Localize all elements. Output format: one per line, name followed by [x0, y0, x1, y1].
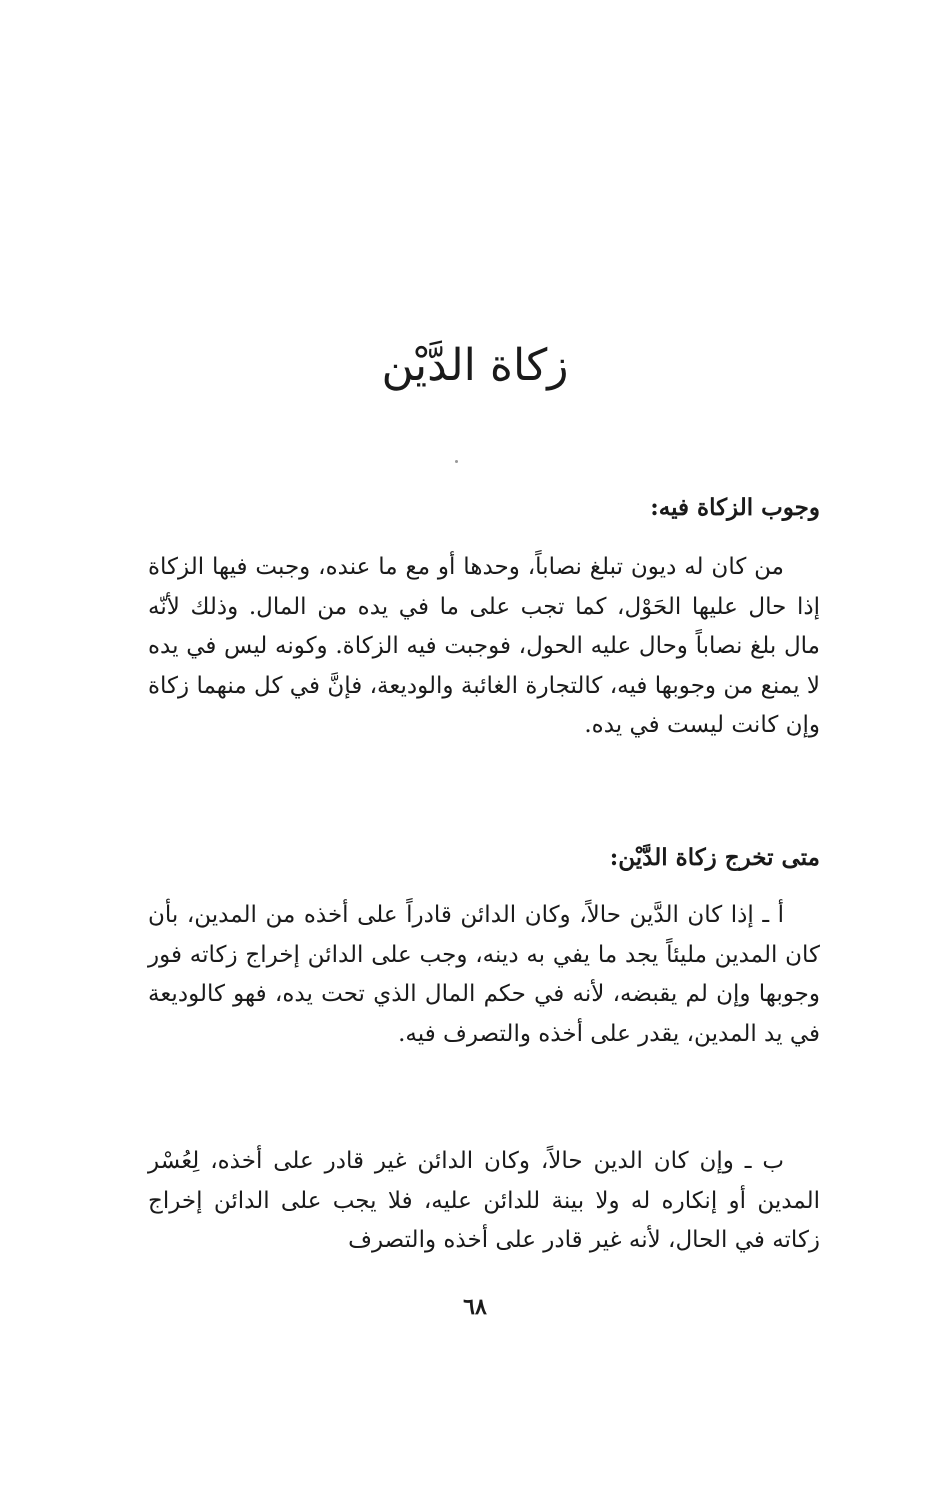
section-body-obligation	[148, 548, 820, 746]
chapter-title: زكاة الدَّيْن	[381, 340, 569, 391]
paragraph: أ ـ إذا كان الدَّين حالاً، وكان الدائن قادراً على أخذه من المدين، بأن كان المدين مليئاً يجد ما يفي به دينه، وجب على الدائن إخراج زكاته فور وجوبها وإن لم يقبضه، لأنه في حكم المال الذي تحت يده، فهو كالوديعة في يد المدين، يقدر على أخذه والتصرف فيه.	[148, 902, 820, 1047]
paragraph: ب ـ وإن كان الدين حالاً، وكان الدائن غير قادر على أخذه، لِعُسْر المدين أو إنكاره له ولا بينة للدائن عليه، فلا يجب على الدائن إخراج زكاته في الحال، لأنه غير قادر على أخذه والتصرف	[148, 1148, 820, 1253]
section-body-when-a	[148, 896, 820, 1054]
section-body-when-b	[148, 1142, 820, 1261]
decorative-dot	[455, 460, 458, 463]
section-heading-when: متى تخرج زكاة الدَّيْن:	[609, 844, 820, 871]
paragraph: من كان له ديون تبلغ نصاباً، وحدها أو مع ما عنده، وجبت فيها الزكاة إذا حال عليها الحَوْل، كما تجب على ما في يده من المال. وذلك لأنّه مال بلغ نصاباً وحال عليه الحول، فوجبت فيه الزكاة. وكونه ليس في يده لا يمنع من وجوبها فيه، كالتجارة الغائبة والوديعة، فإنَّ في كل منهما زكاة وإن كانت ليست في يده.	[148, 554, 820, 738]
section-heading-obligation: وجوب الزكاة فيه:	[650, 494, 820, 521]
page-number: ٦٨	[463, 1294, 487, 1320]
